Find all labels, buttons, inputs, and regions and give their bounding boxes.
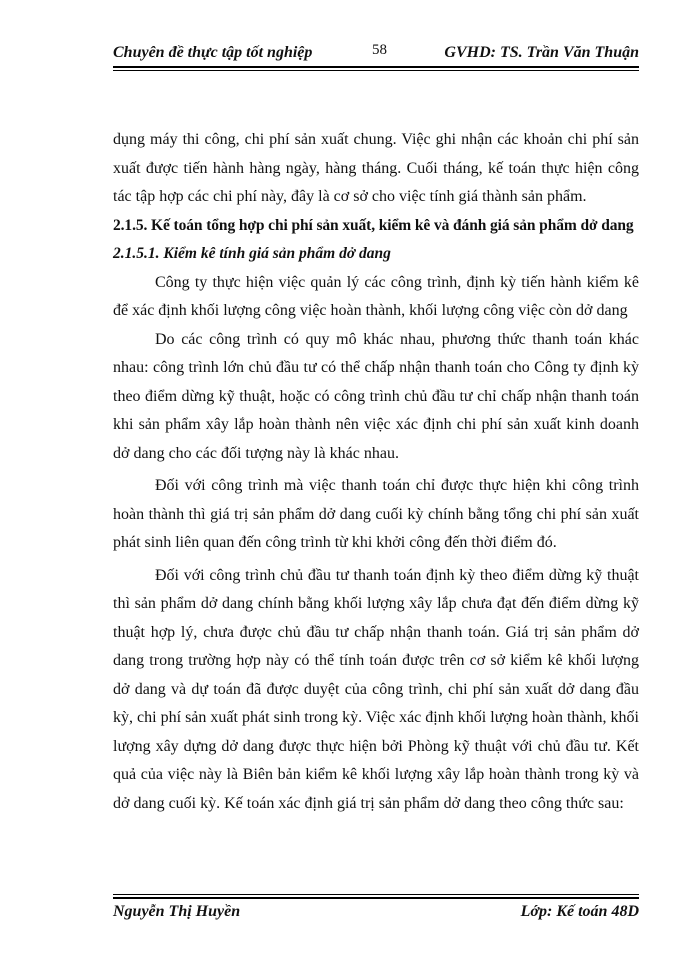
subsection-heading: 2.1.5.1. Kiểm kê tính giá sản phẩm dở dang (113, 245, 391, 262)
paragraph-continued: dụng máy thi công, chi phí sản xuất chung. Việc ghi nhận các khoản chi phí sản xuất được tiến hành hàng ngày, hàng tháng. Cuối tháng, kế toán thực hiện công tác tập hợp các chi phí này, đây là cơ sở cho việc tính giá thành sản phẩm. (113, 131, 639, 205)
footer-author: Nguyễn Thị Huyền (113, 903, 241, 920)
header-rule-thin (113, 70, 639, 71)
paragraph: Đối với công trình mà việc thanh toán chỉ được thực hiện khi công trình hoàn thành thì giá trị sản phẩm dở dang cuối kỳ chính bằng tổng chi phí sản xuất phát sinh liên quan đến công trình từ khi khởi công đến thời điểm đó. (113, 477, 639, 551)
header-advisor: GVHD: TS. Trần Văn Thuận (444, 44, 639, 61)
document-body (113, 126, 639, 818)
page-number: 58 (372, 42, 387, 58)
section-heading: 2.1.5. Kế toán tổng hợp chi phí sản xuất, kiểm kê và đánh giá sản phẩm dở dang (113, 216, 634, 234)
footer-class: Lớp: Kế toán 48D (520, 903, 639, 920)
header-title: Chuyên đề thực tập tốt nghiệp (113, 44, 313, 61)
paragraph: Do các công trình có quy mô khác nhau, phương thức thanh toán khác nhau: công trình lớn chủ đầu tư có thể chấp nhận thanh toán cho Công ty định kỳ theo điểm dừng kỹ thuật, hoặc có công trình chủ đầu tư chỉ chấp nhận thanh toán khi sản phẩm xây lắp hoàn thành nên việc xác định chi phí sản xuất kinh doanh dở dang cho các đối tượng này là khác nhau. (113, 330, 639, 462)
header-rule-thick (113, 66, 639, 68)
page-footer (113, 899, 639, 923)
paragraph: Đối với công trình chủ đầu tư thanh toán định kỳ theo điểm dừng kỹ thuật thì sản phẩm dở dang chính bằng khối lượng xây lắp chưa đạt đến điểm dừng kỹ thuật hợp lý, chưa được chủ đầu tư chấp nhận thanh toán. Giá trị sản phẩm dở dang trong trường hợp này có thể tính toán được trên cơ sở kiểm kê khối lượng dở dang và dự toán đã được duyệt của công trình, chi phí sản xuất dở dang đầu kỳ, chi phí sản xuất phát sinh trong kỳ. Việc xác định khối lượng hoàn thành, khối lượng xây dựng dở dang được thực hiện bởi Phòng kỹ thuật với chủ đầu tư. Kết quả của việc này là Biên bản kiểm kê khối lượng xây lắp hoàn thành trong kỳ và dở dang cuối kỳ. Kế toán xác định giá trị sản phẩm dở dang theo công thức sau: (113, 566, 639, 812)
paragraph: Công ty thực hiện việc quản lý các công trình, định kỳ tiến hành kiểm kê để xác định khối lượng công việc hoàn thành, khối lượng công việc còn dở dang (113, 273, 639, 319)
page-header (113, 40, 639, 68)
footer-rule-thin (113, 894, 639, 895)
